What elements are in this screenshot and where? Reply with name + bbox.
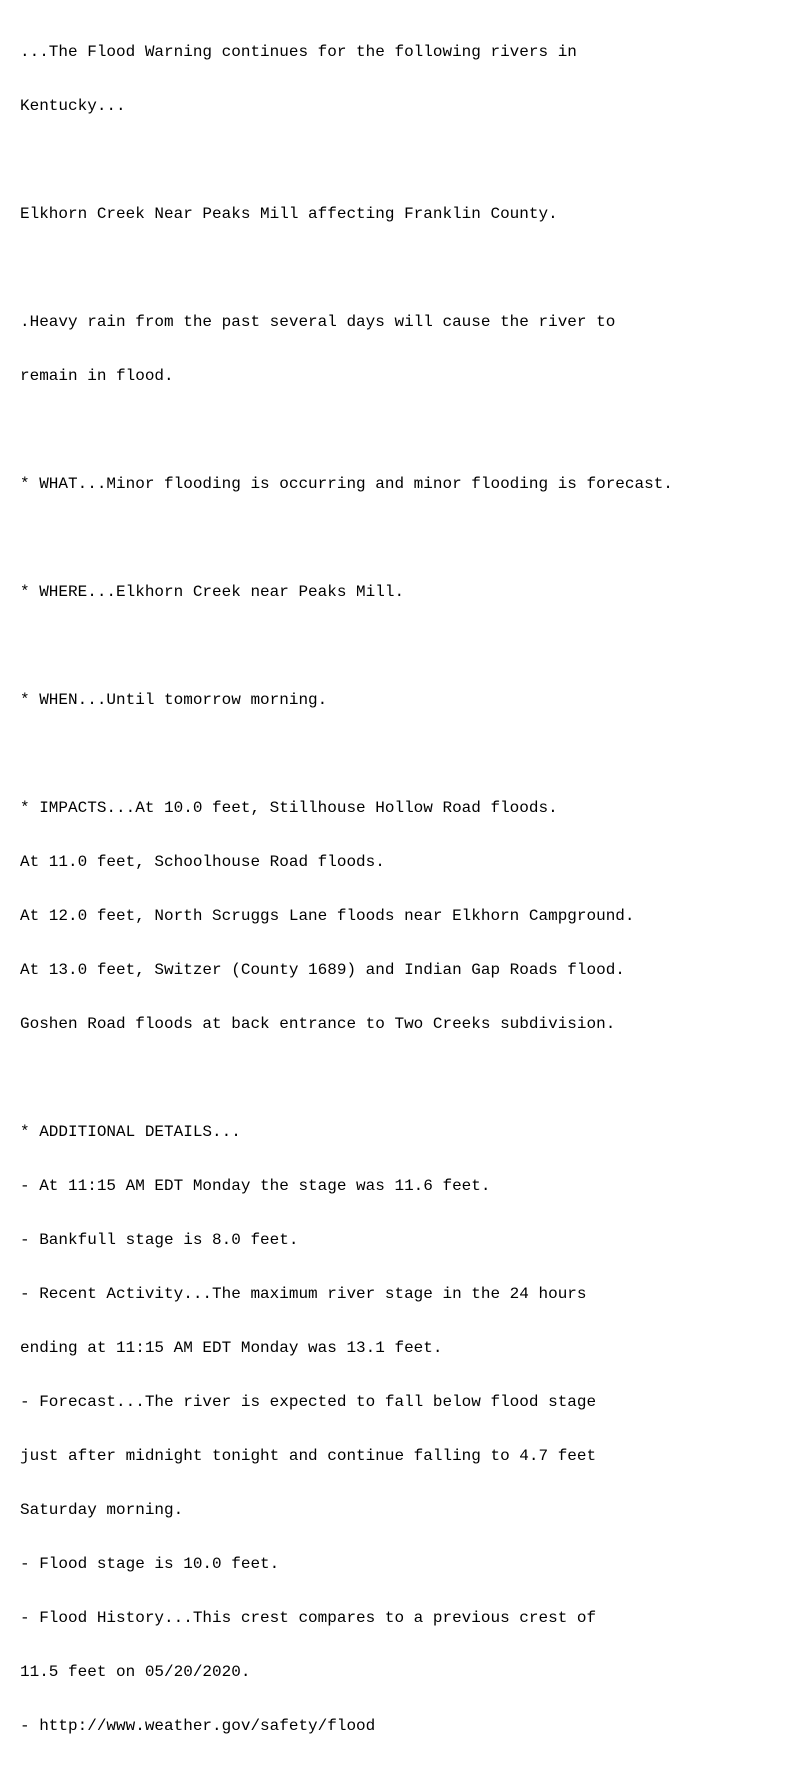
bankfull-line: - Bankfull stage is 8.0 feet. [20, 1231, 299, 1249]
safety-link[interactable]: - http://www.weather.gov/safety/flood [20, 1717, 376, 1735]
forecast-line: just after midnight tonight and continue falling to 4.7 feet [20, 1447, 597, 1465]
details-heading: * ADDITIONAL DETAILS... [20, 1123, 241, 1141]
impacts-line: * IMPACTS...At 10.0 feet, Stillhouse Hollow Road floods. [20, 799, 558, 817]
flood-history-line: - Flood History...This crest compares to a previous crest of [20, 1609, 597, 1627]
blank-line [20, 259, 800, 277]
blank-line [20, 637, 800, 655]
forecast-line: Saturday morning. [20, 1501, 184, 1519]
flood-stage-line: - Flood stage is 10.0 feet. [20, 1555, 280, 1573]
location-line: Elkhorn Creek Near Peaks Mill affecting Franklin County. [20, 205, 558, 223]
current-stage-line: - At 11:15 AM EDT Monday the stage was 11.6 feet. [20, 1177, 491, 1195]
flood-warning-bulletin [20, 7, 800, 1771]
flood-history-line: 11.5 feet on 05/20/2020. [20, 1663, 251, 1681]
blank-line [20, 1069, 800, 1087]
impacts-line: At 12.0 feet, North Scruggs Lane floods near Elkhorn Campground. [20, 907, 635, 925]
forecast-line: - Forecast...The river is expected to fall below flood stage [20, 1393, 597, 1411]
blank-line [20, 151, 800, 169]
synopsis-line: .Heavy rain from the past several days will cause the river to [20, 313, 616, 331]
synopsis-line: remain in flood. [20, 367, 174, 385]
where-line: * WHERE...Elkhorn Creek near Peaks Mill. [20, 583, 405, 601]
header-line: ...The Flood Warning continues for the following rivers in [20, 43, 577, 61]
blank-line [20, 745, 800, 763]
header-line: Kentucky... [20, 97, 126, 115]
when-line: * WHEN...Until tomorrow morning. [20, 691, 328, 709]
impacts-line: At 13.0 feet, Switzer (County 1689) and Indian Gap Roads flood. [20, 961, 625, 979]
recent-activity-line: - Recent Activity...The maximum river stage in the 24 hours [20, 1285, 587, 1303]
impacts-line: At 11.0 feet, Schoolhouse Road floods. [20, 853, 385, 871]
recent-activity-line: ending at 11:15 AM EDT Monday was 13.1 feet. [20, 1339, 443, 1357]
what-line: * WHAT...Minor flooding is occurring and minor flooding is forecast. [20, 475, 673, 493]
impacts-line: Goshen Road floods at back entrance to Two Creeks subdivision. [20, 1015, 616, 1033]
blank-line [20, 421, 800, 439]
blank-line [20, 529, 800, 547]
